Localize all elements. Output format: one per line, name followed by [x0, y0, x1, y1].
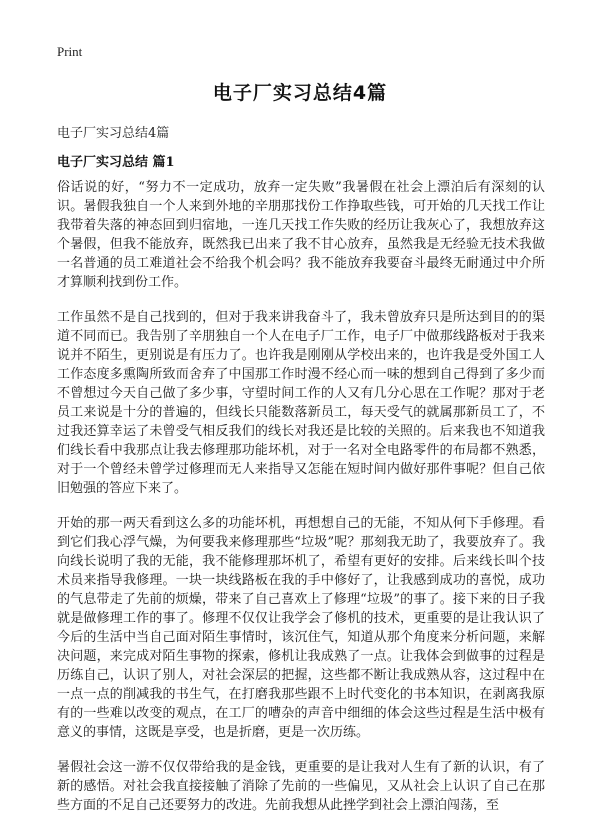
document-body	[57, 178, 545, 828]
document-subtitle: 电子厂实习总结4篇	[57, 126, 170, 141]
document-title: 电子厂实习总结4篇	[212, 82, 388, 104]
print-link[interactable]: Print	[57, 44, 83, 59]
body-paragraph: 俗话说的好，“努力不一定成功，放弃一定失败”我暑假在社会上漂泊后有深刻的认识。暑假我独自一个人来到外地的辛朋那找份工作挣取些钱，可开始的几天找工作让我带着失落的神态回到归宿地，一连几天找工作失败的经历让我灰心了，我想放弃这个暑假，但我不能放弃，既然我已出来了我不甘心放弃，虽然我是无经验无技术我做一名普通的员工难道社会不给我个机会吗？我不能放弃我要奋斗最终无耐通过中介所才算顺利找到份工作。	[57, 180, 545, 290]
section-heading: 电子厂实习总结 篇1	[57, 155, 175, 170]
body-paragraph: 开始的那一两天看到这么多的功能坏机，再想想自己的无能，不知从何下手修理。看到它们我心浮气燥，为何要我来修理那些“垃圾”呢？那刻我无助了，我要放弃了。我向线长说明了我的无能，我不能修理那坏机了，希望有更好的安排。后来线长叫个技术员来指导我修理。一块一块线路板在我的手中修好了，让我感到成功的喜悦，成功的气息带走了先前的烦燥，带来了自己喜欢上了修理“垃圾”的事了。接下来的日子我就是做修理工作的事了。修理不仅仅让我学会了修机的技术，更重要的是让我认识了今后的生活中当自己面对陌生事情时，该沉住气，知道从那个角度来分析问题，来解决问题，来完成对陌生事物的探索，修机让我成熟了一点。让我体会到做事的过程是历练自己，认识了别人，对社会深层的把握，这些都不断让我成熟从容，这过程中在一点一点的削减我的书生气，在打磨我那些跟不上时代变化的书本知识，在剥离我原有的一些难以改变的观点，在工厂的嘈杂的声音中细细的体会这些过程是生活中极有意义的事情，这既是享受，也是折磨，更是一次历练。	[57, 516, 545, 740]
body-paragraph: 暑假社会这一游不仅仅带给我的是金钱，更重要的是让我对人生有了新的认识，有了新的感悟。对社会我直接接触了消除了先前的一些偏见，又从社会上认识了自己在那些方面的不足自己还要努力的改进。先前我想从此挫学到社会上漂泊闯荡，至	[57, 760, 545, 813]
body-paragraph: 工作虽然不是自己找到的，但对于我来讲我奋斗了，我未曾放弃只是所达到目的的渠道不同而已。我告别了辛朋独自一个人在电子厂工作，电子厂中做那线路板对于我来说并不陌生，更别说是有压力了。也许我是刚刚从学校出来的，也许我是受外国工人工作态度多熏陶所致而舍弃了中国那工作时漫不经心而一味的想到自己得到了多少而不曾想过今天自己做了多少事，守望时间工作的人又有几分心思在工作呢？那对于老员工来说是十分的普遍的，但线长只能数落新员工，每天受气的就属那新员工了，不过我还算幸运了未曾受气相反我们的线长对我还是比较的关照的。后来我也不知道我们线长看中我那点让我去修理那功能坏机，对于一名对全电路零件的布局都不熟悉，对于一个曾经未曾学过修理而无人来指导又怎能在短时间内做好那件事呢？但自己依旧勉强的答应下来了。	[57, 310, 545, 496]
